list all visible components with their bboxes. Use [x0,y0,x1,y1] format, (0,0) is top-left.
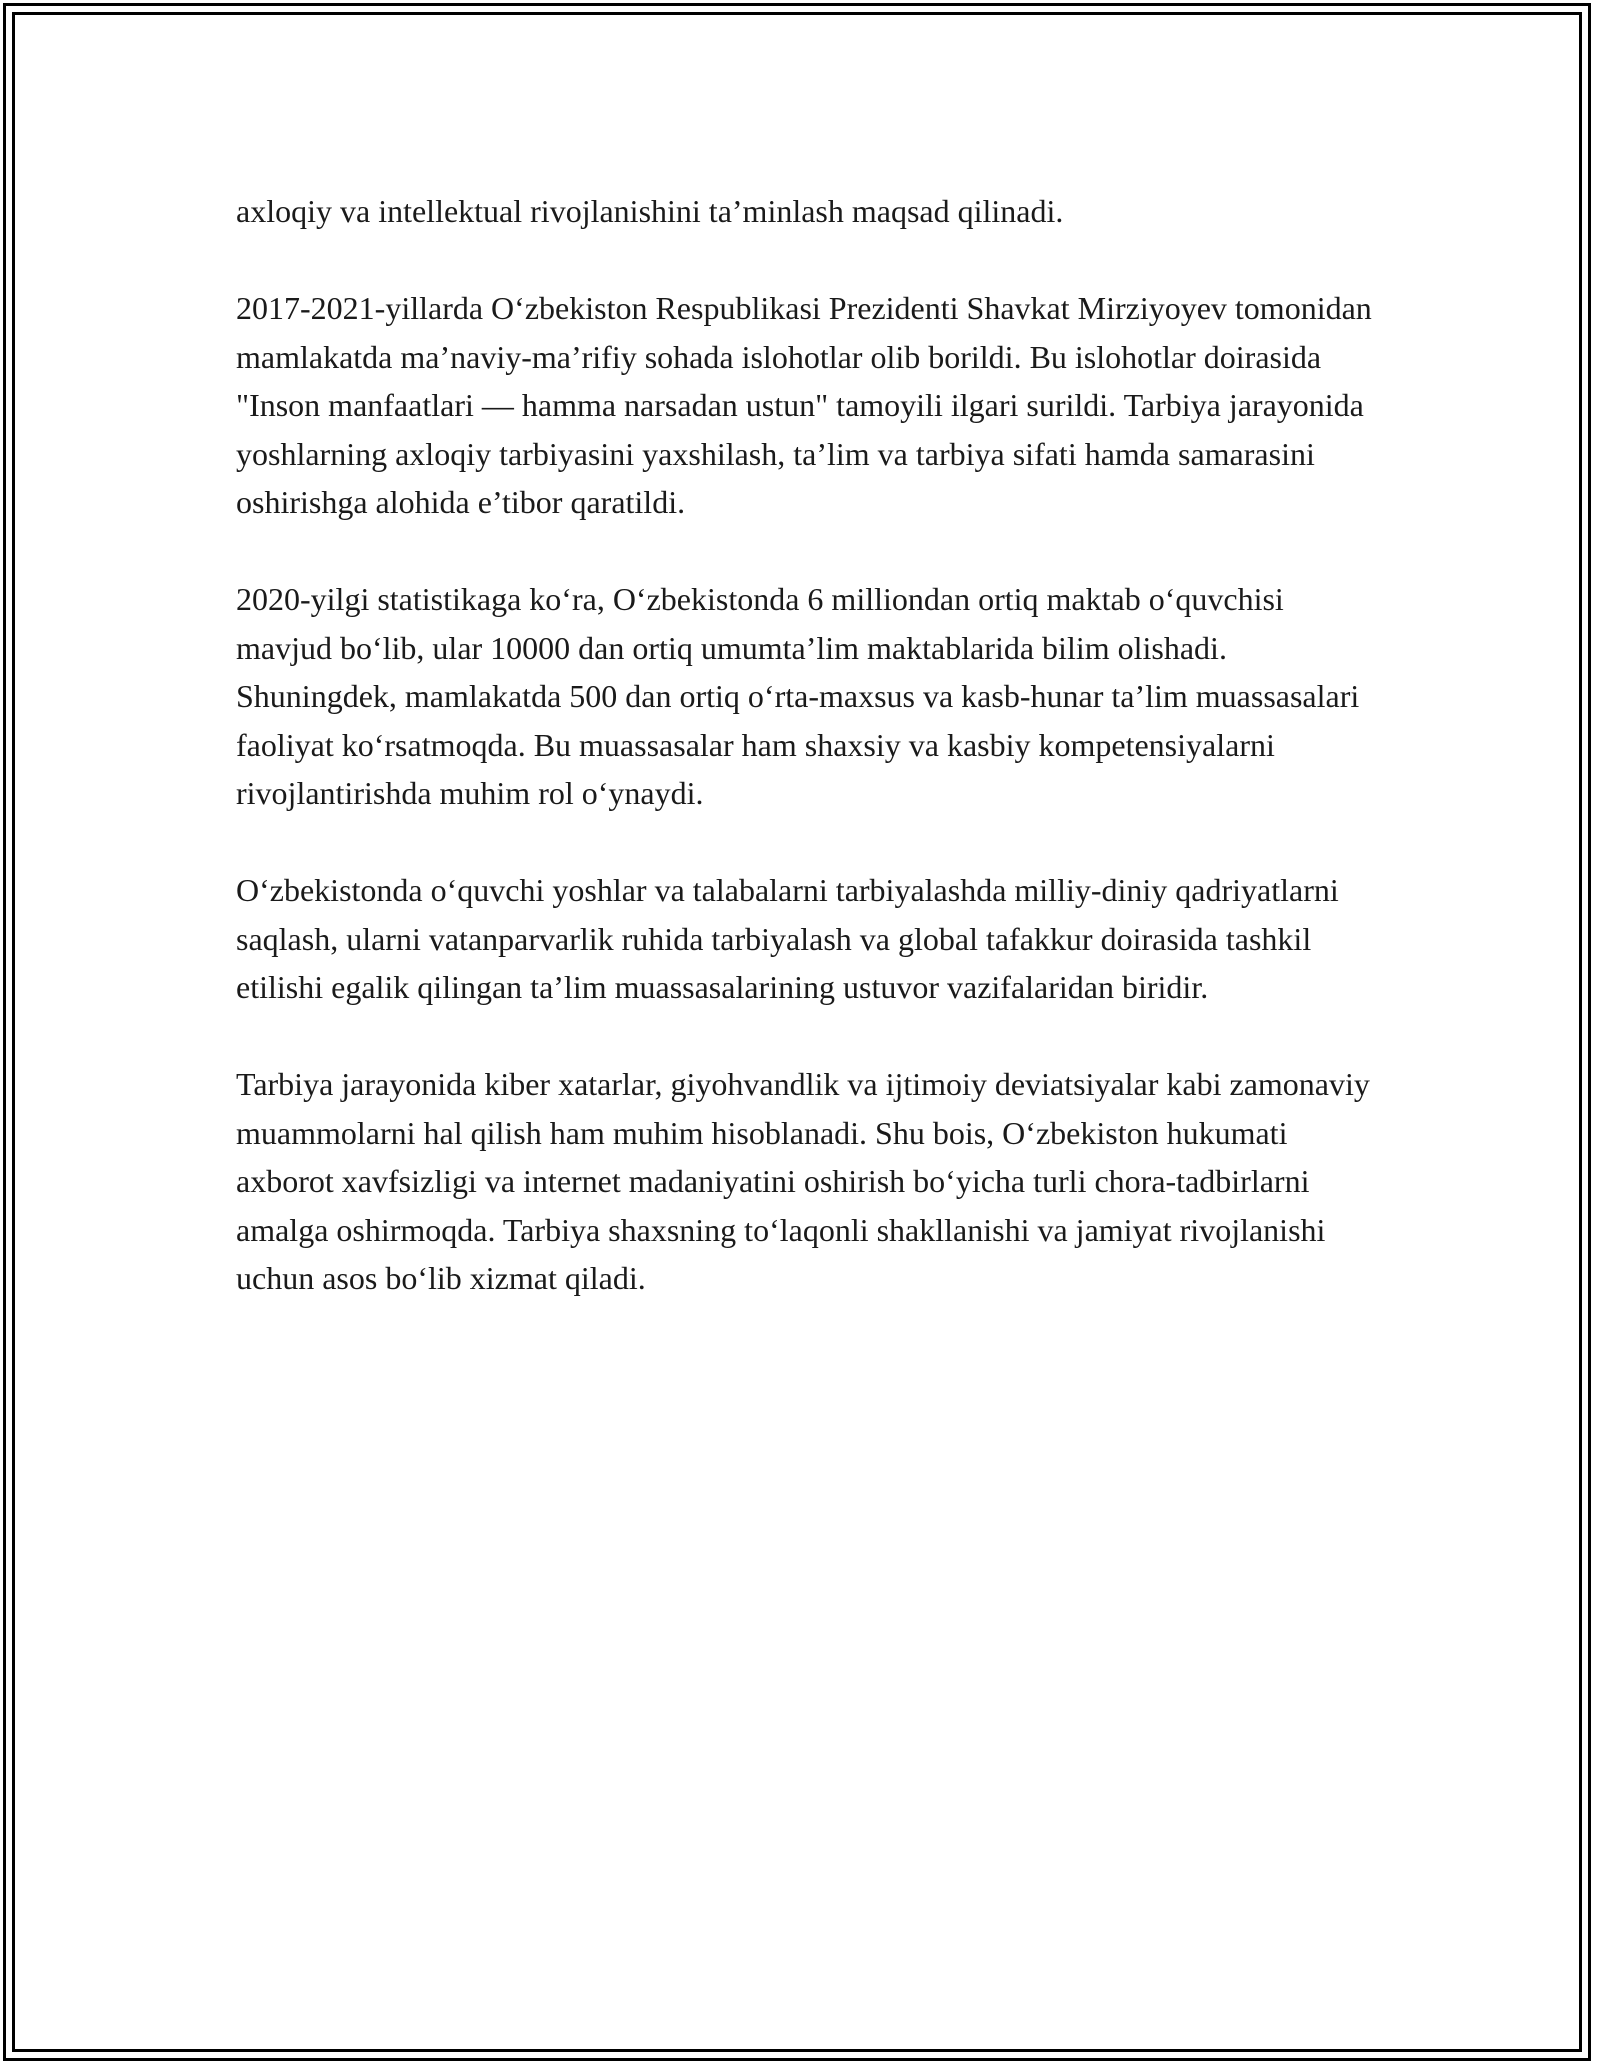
paragraph-4: O‘zbekistonda o‘quvchi yoshlar va talabalarni tarbiyalashda milliy-diniy qadriyatlarni saqlash, ularni vatanparvarlik ruhida tarbiyalash va global tafakkur doirasida tashkil etilishi egalik qilingan ta’lim muassasalarining ustuvor vazifalaridan biridir. [236,872,1339,1005]
paragraph-3: 2020-yilgi statistikaga ko‘ra, O‘zbekistonda 6 milliondan ortiq maktab o‘quvchisi mavjud bo‘lib, ular 10000 dan ortiq umumta’lim maktablarida bilim olishadi. Shuningdek, mamlakatda 500 dan ortiq o‘rta-maxsus va kasb-hunar ta’lim muassasalari faoliyat ko‘rsatmoqda. Bu muassasalar ham shaxsiy va kasbiy kompetensiyalarni rivojlantirishda muhim rol o‘ynaydi. [236,581,1360,811]
paragraph-2: 2017-2021-yillarda O‘zbekiston Respublikasi Prezidenti Shavkat Mirziyoyev tomonidan mamlakatda ma’naviy-ma’rifiy sohada islohotlar olib borildi. Bu islohotlar doirasida "Inson manfaatlari — hamma narsadan ustun" tamoyili ilgari surildi. Tarbiya jarayonida yoshlarning axloqiy tarbiyasini yaxshilash, ta’lim va tarbiya sifati hamda samarasini oshirishga alohida e’tibor qaratildi. [236,290,1372,520]
document-body [236,187,1376,1351]
paragraph-1: axloqiy va intellektual rivojlanishini ta’minlash maqsad qilinadi. [236,193,1064,229]
paragraph-5: Tarbiya jarayonida kiber xatarlar, giyohvandlik va ijtimoiy deviatsiyalar kabi zamonaviy muammolarni hal qilish ham muhim hisoblanadi. Shu bois, O‘zbekiston hukumati axborot xavfsizligi va internet madaniyatini oshirish bo‘yicha turli chora-tadbirlarni amalga oshirmoqda. Tarbiya shaxsning to‘laqonli shakllanishi va jamiyat rivojlanishi uchun asos bo‘lib xizmat qiladi. [236,1066,1370,1296]
